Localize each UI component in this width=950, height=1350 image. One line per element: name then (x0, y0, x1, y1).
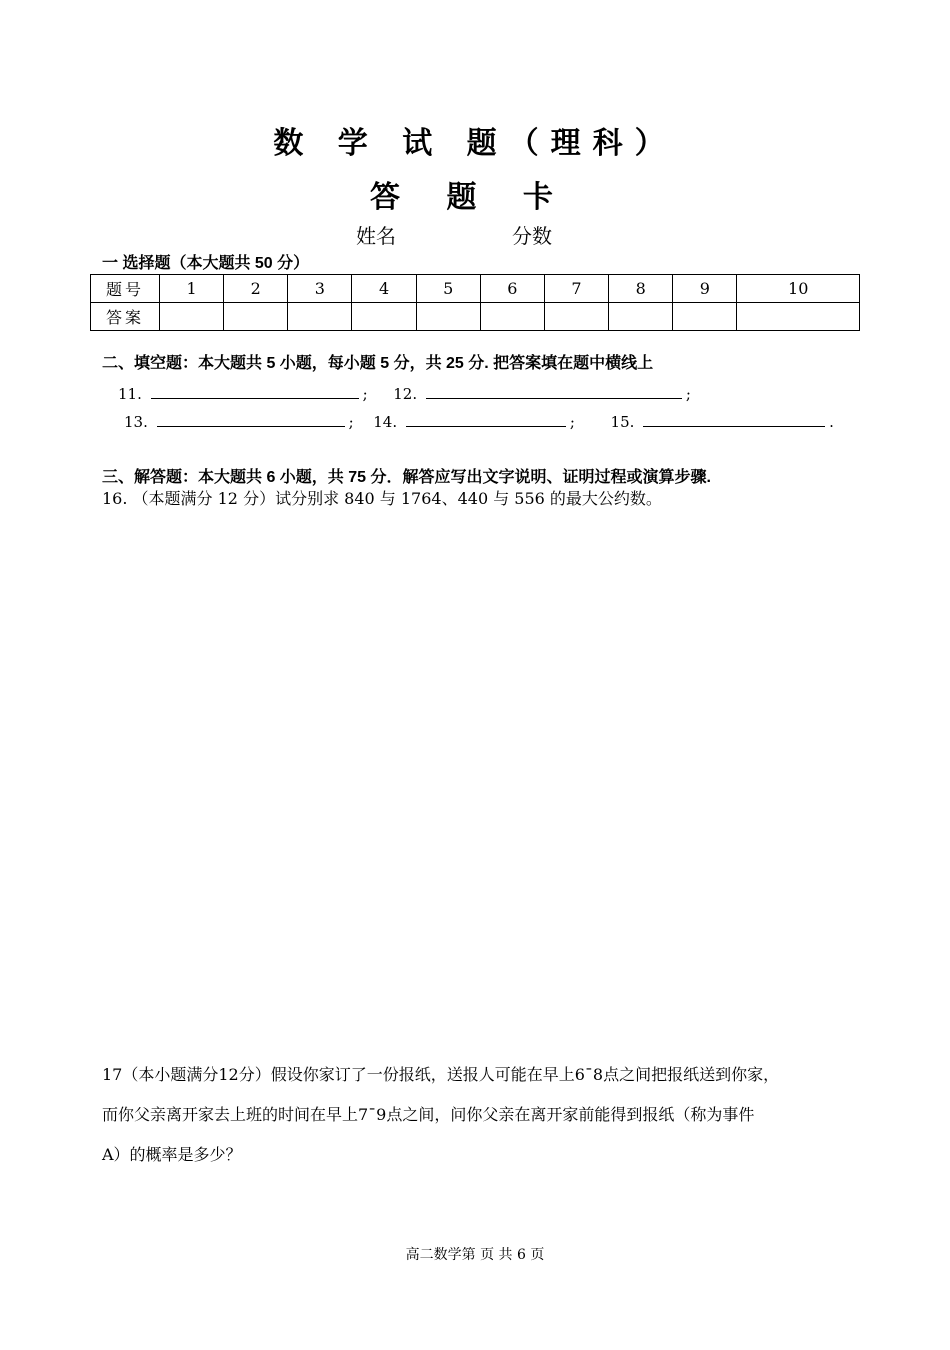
blank-number: 14. (373, 413, 398, 431)
score-label: 分数 (512, 224, 552, 248)
section2-heading: 二、填空题：本大题共 5 小题，每小题 5 分，共 25 分. 把答案填在题中横线上 (102, 355, 654, 372)
question-number: 7 (544, 275, 608, 303)
answer-cell[interactable] (544, 303, 608, 331)
blank-number: 12. (393, 385, 418, 403)
question-number: 1 (160, 275, 224, 303)
answer-cell[interactable] (352, 303, 416, 331)
question-17 (102, 1055, 862, 1175)
fill-blank-row-2 (124, 410, 834, 431)
question-number: 9 (673, 275, 737, 303)
question-17-line: 而你父亲离开家去上班的时间在早上7¯9点之间，问你父亲在离开家前能得到报纸（称为事件 (102, 1105, 755, 1124)
fill-blank-row-1 (118, 382, 691, 403)
answer-sheet-subtitle: 答 题 卡 (370, 180, 571, 215)
answer-cell[interactable] (609, 303, 673, 331)
question-17-line: 17（本小题满分12分）假设你家订了一份报纸，送报人可能在早上6¯8点之间把报纸送到你家， (102, 1065, 780, 1084)
answer-cell[interactable] (673, 303, 737, 331)
answer-row (91, 303, 860, 331)
answer-row-label: 答案 (91, 303, 160, 331)
answer-cell[interactable] (416, 303, 480, 331)
blank-end: . (829, 413, 834, 431)
question-number: 10 (737, 275, 860, 303)
answer-cell[interactable] (288, 303, 352, 331)
blank-number: 11. (118, 385, 142, 403)
question-number: 5 (416, 275, 480, 303)
blank-end: ; (569, 413, 575, 431)
answer-blank[interactable] (643, 410, 825, 427)
multiple-choice-table (90, 274, 860, 331)
section1-heading: 一 选择题（本大题共 50 分） (102, 255, 310, 272)
question-number: 2 (224, 275, 288, 303)
number-row-label: 题号 (91, 275, 160, 303)
question-number: 6 (480, 275, 544, 303)
page-title: 数 学 试 题（理科） (273, 126, 677, 161)
answer-cell[interactable] (480, 303, 544, 331)
question-16: 16. （本题满分 12 分）试分别求 840 与 1764、440 与 556 的最大公约数。 (102, 489, 662, 508)
blank-number: 15. (610, 413, 635, 431)
answer-blank[interactable] (151, 382, 359, 399)
answer-cell[interactable] (160, 303, 224, 331)
page-footer: 高二数学第 页 共 6 页 (405, 1247, 545, 1263)
answer-blank[interactable] (426, 382, 682, 399)
blank-number: 13. (124, 413, 148, 431)
number-row (91, 275, 860, 303)
answer-cell[interactable] (737, 303, 860, 331)
question-number: 8 (609, 275, 673, 303)
blank-end: ; (685, 385, 691, 403)
answer-blank[interactable] (157, 410, 345, 427)
question-number: 4 (352, 275, 416, 303)
question-number: 3 (288, 275, 352, 303)
blank-end: ; (348, 413, 354, 431)
section3-heading: 三、解答题：本大题共 6 小题，共 75 分．解答应写出文字说明、证明过程或演算步骤. (102, 469, 711, 486)
name-label: 姓名 (356, 224, 396, 248)
question-17-line: A）的概率是多少？ (102, 1145, 242, 1164)
answer-cell[interactable] (224, 303, 288, 331)
answer-blank[interactable] (406, 410, 566, 427)
blank-end: ; (362, 385, 368, 403)
